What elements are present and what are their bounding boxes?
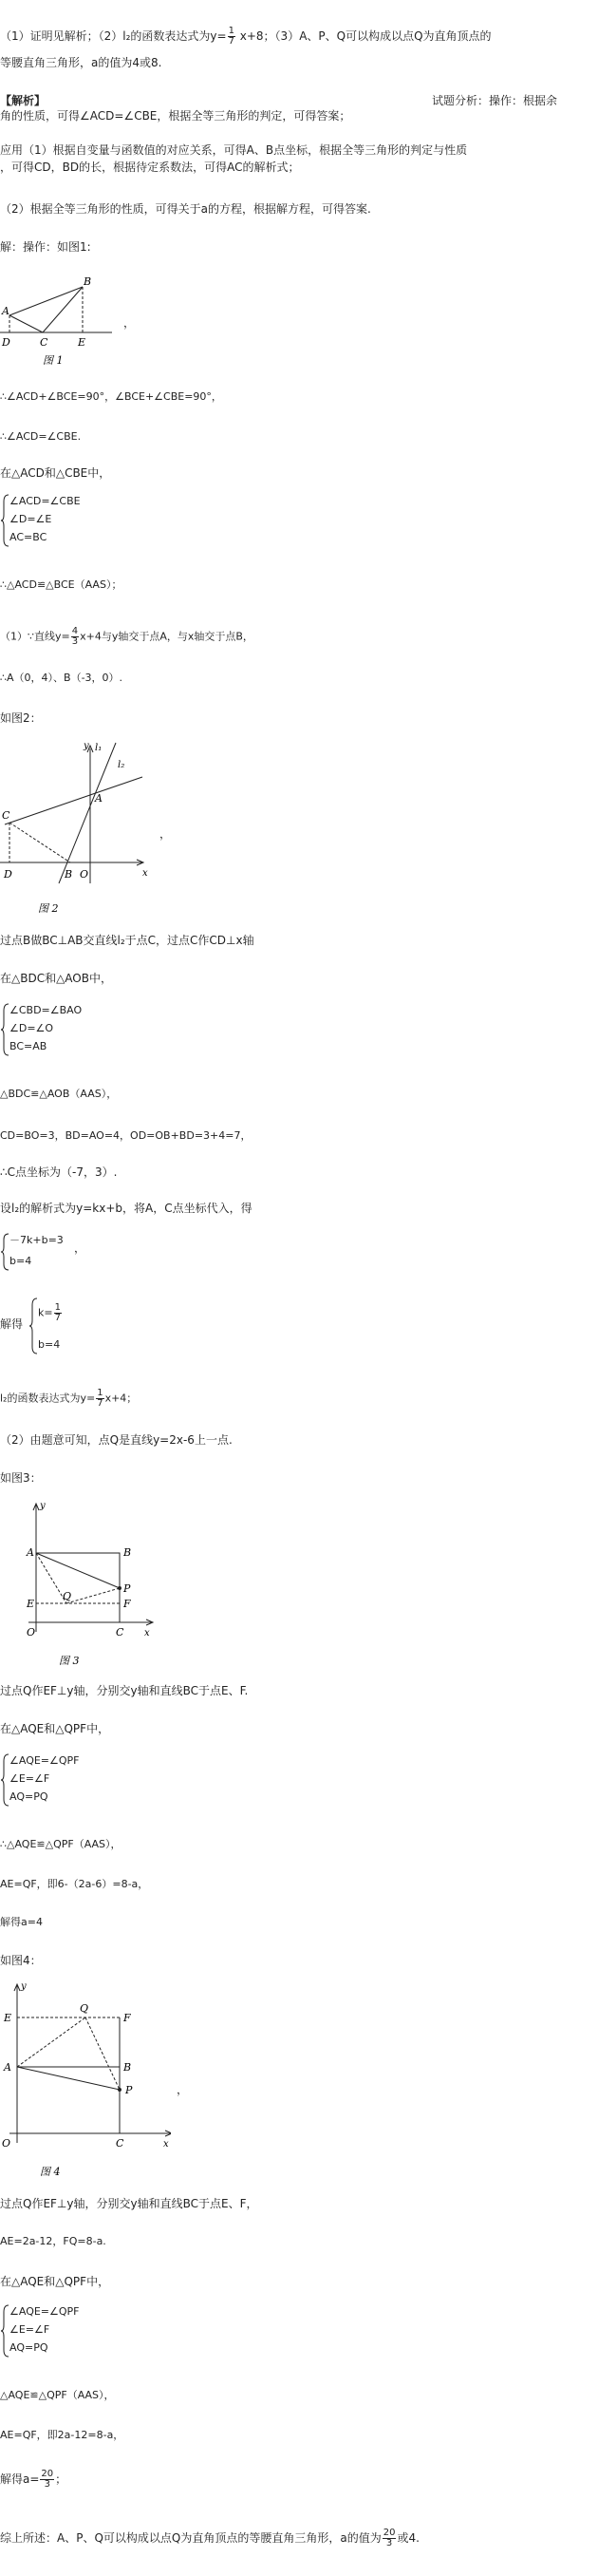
svg-text:B: B [123,1546,132,1559]
equation: －7k+b=3 [9,1234,64,1246]
equation: ∠D=∠E [9,513,52,525]
solution-line: 过点B做BC⊥AB交直线l₂于点C，过点C作CD⊥x轴 [0,934,254,947]
brace-icon [0,2304,9,2358]
answer-line-2: 等腰直角三角形，a的值为4或8. [0,56,162,69]
solution-line: ∴∠ACD=∠CBE. [0,430,82,443]
svg-text:E: E [78,336,86,349]
svg-text:F: F [123,1598,131,1610]
brace-icon [0,1233,9,1271]
svg-text:Q: Q [80,2002,89,2015]
svg-text:O: O [27,1626,36,1638]
solution-line: 在△AQE和△QPF中， [0,1722,110,1735]
answer-line-1: （1）证明见解析；（2）l₂的函数表达式为y= $\frac{1}{7}$ x+8；（3）A、P、Q可以构成以点Q为直角顶点的 [0,26,492,47]
svg-text:E: E [27,1598,35,1610]
svg-text:P: P [125,2084,133,2096]
solution-line: 在△ACD和△CBE中， [0,466,111,480]
svg-text:B: B [84,275,92,288]
svg-text:A: A [27,1546,34,1559]
svg-text:E: E [4,2012,12,2024]
solution-line: △AQE≌△QPF（AAS）， [0,2389,115,2401]
equation: ∠E=∠F [9,2323,50,2336]
brace-icon [28,1297,38,1354]
equation: b=4 [38,1338,61,1351]
fraction: $\frac{1}{7}$ [228,26,234,47]
fraction: $\frac{20}{3}$ [383,2528,396,2548]
figure-caption: 图 4 [40,2166,61,2178]
comma: ， [123,316,136,330]
svg-text:C: C [116,1626,124,1638]
figure-2 [0,741,161,921]
svg-text:C: C [116,2137,124,2150]
solution-line: 如图2： [0,711,42,725]
solution-line: 过点Q作EF⊥y轴，分别交y轴和直线BC于点E、F. [0,1684,249,1697]
analysis-line: （2）根据全等三角形的性质，可得关于a的方程，根据解方程，可得答案. [0,202,371,216]
svg-text:x: x [163,2139,169,2150]
equation: ∠CBD=∠BAO [9,1004,83,1016]
solution-line: 过点Q作EF⊥y轴，分别交y轴和直线BC于点E、F， [0,2197,258,2210]
fraction: $\frac{20}{3}$ [41,2469,54,2490]
solution-line: 解得a=4 [0,1916,43,1928]
analysis-line: 角的性质，可得∠ACD=∠CBE，根据全等三角形的判定，可得答案； [0,109,351,123]
solution-line: 解：操作：如图1: [0,240,91,254]
solution-line: △BDC≌△AOB（AAS）， [0,1088,118,1100]
svg-text:Q: Q [63,1590,72,1602]
analysis-heading: 【解析】 [0,94,47,107]
solution-line: ∴△AQE≌△QPF（AAS）， [0,1838,121,1850]
svg-text:B: B [65,868,73,881]
equation: b=4 [9,1255,32,1267]
solution-line: （2）由题意可知，点Q是直线y=2x-6上一点. [0,1433,233,1447]
equation: BC=AB [9,1040,47,1052]
svg-text:O: O [2,2137,11,2150]
fraction: $\frac{4}{3}$ [71,626,79,647]
brace-icon [0,1753,9,1807]
svg-text:y: y [84,741,89,751]
svg-text:x: x [144,1628,150,1638]
solution-line: 解得a= $\frac{20}{3}$ ； [0,2469,67,2490]
solution-line: 在△BDC和△AOB中， [0,972,112,985]
solution-line: ∴∠ACD+∠BCE=90°，∠BCE+∠CBE=90°， [0,390,222,403]
figure-1 [0,274,123,369]
solution-line: l₂的函数表达式为y= $\frac{1}{7}$ x+4； [0,1388,138,1409]
svg-text:P: P [123,1582,131,1595]
equation: AQ=PQ [9,1790,48,1803]
svg-text:l₁: l₁ [95,743,103,753]
svg-text:y: y [40,1501,46,1511]
comma: ， [74,1241,86,1255]
svg-text:y: y [21,1981,27,1992]
solution-line: AE=QF，即2a-12=8-a， [0,2429,124,2441]
svg-text:x: x [142,868,148,879]
svg-text:C: C [40,336,48,349]
solution-line: ∴△ACD≌△BCE（AAS）； [0,578,122,591]
svg-text:B: B [123,2061,132,2074]
brace-icon [0,494,9,547]
equation: ∠AQE=∠QPF [9,2305,80,2318]
equation: k= $\frac{1}{7}$ [38,1302,61,1323]
solution-line: 在△AQE和△QPF中， [0,2275,110,2288]
svg-text:D: D [4,868,12,881]
analysis-line: 应用（1）根据自变量与函数值的对应关系，可得A、B点坐标，根据全等三角形的判定与性质 [0,143,468,157]
fraction: $\frac{1}{7}$ [54,1302,61,1323]
solution-line: CD=BO=3，BD=AO=4，OD=OB+BD=3+4=7， [0,1129,252,1142]
comma: ， [177,2083,189,2096]
solution-line: ∴A（0，4）、B（-3，0）. [0,672,123,684]
analysis-line: ，可得CD，BD的长，根据待定系数法，可得AC的解析式； [0,161,300,174]
solution-line: （1）∵直线y= $\frac{4}{3}$ x+4与y轴交于点A，与x轴交于点B， [0,626,253,647]
figure-4 [0,1976,171,2185]
equation: ∠AQE=∠QPF [9,1754,80,1767]
figure-3 [0,1501,161,1672]
solution-line: ∴C点坐标为（-7，3）. [0,1165,118,1179]
solution-line: 如图3： [0,1471,42,1485]
svg-text:A: A [95,792,103,805]
equation: AC=BC [9,531,47,543]
brace-icon [0,1003,9,1056]
solution-line: AE=2a-12，FQ=8-a. [0,2235,106,2247]
solution-line: 如图4： [0,1954,42,1967]
fraction: $\frac{1}{7}$ [97,1388,103,1409]
solution-line: AE=QF，即6-（2a-6）=8-a， [0,1878,149,1890]
figure-caption: 图 3 [59,1655,80,1667]
equation: ∠E=∠F [9,1772,50,1785]
svg-text:F: F [123,2012,131,2024]
svg-text:l₂: l₂ [118,760,125,770]
svg-text:A: A [2,305,9,317]
svg-text:A: A [4,2061,11,2074]
svg-text:C: C [2,809,10,822]
comma: ， [159,827,172,841]
solution-line: 设l₂的解析式为y=kx+b，将A，C点坐标代入，得 [0,1202,252,1215]
svg-text:O: O [80,868,89,881]
label: 解得 [0,1317,24,1331]
figure-caption: 图 2 [38,902,59,915]
equation: ∠ACD=∠CBE [9,495,81,507]
svg-text:D: D [2,336,10,349]
figure-caption: 图 1 [43,354,64,367]
equation: ∠D=∠O [9,1022,54,1034]
equation: AQ=PQ [9,2341,48,2354]
analysis-intro: 试题分析：操作：根据余 [432,94,558,107]
conclusion: 综上所述：A、P、Q可以构成以点Q为直角顶点的等腰直角三角形，a的值为 $\frac{20}{3}$ 或4. [0,2528,420,2548]
